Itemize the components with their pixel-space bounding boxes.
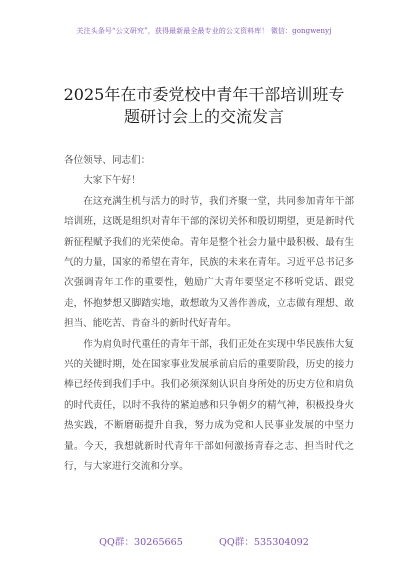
paragraph-1: 大家下午好！ (83, 175, 141, 187)
header-banner: 关注头条号“公文研究”，获得最新最全最专业的公文资料库！ 微信：gongwenyj (76, 27, 332, 35)
paragraph-2: 在这充满生机与活力的时节，我们齐聚一堂，共同参加青年干部培训班，这既是组织对青年干部的深切关怀和殷切期望，更是新时代新征程赋予我们的光荣使命。青年是整个社会力量中最积极、最有生气的力量，国家的希望在青年，民族的未来在青年。习近平总书记多次强调青年工作的重要性，勉励广大青年要坚定不移听党话、跟党走，怀抱梦想又脚踏实地，敢想敢为又善作善成，立志做有理想、敢担当、能吃苦、肯奋斗的新时代好青年。 (64, 195, 354, 330)
footer-qq-group-1: QQ群：30265665 (99, 537, 183, 548)
salutation: 各位领导、同志们： (64, 155, 151, 166)
paragraph-3: 作为肩负时代重任的青年干部，我们正处在实现中华民族伟大复兴的关键时期，处在国家事业发展承前启后的重要阶段，历史的接力棒已经传到我们手中。我们必须深刻认识自身所处的历史方位和肩负的时代责任，以时不我待的紧迫感和只争朝夕的精气神，积极投身火热实践，不断磨砺提升自我，努力成为党和人民事业发展的中坚力量。今天，我想就新时代青年干部如何激扬青春之志、担当时代之行，与大家进行交流和分享。 (64, 338, 354, 473)
document-title (40, 84, 368, 128)
document-body (64, 151, 354, 478)
title-line-2: 题研讨会上的交流发言 (123, 107, 284, 126)
footer-contacts (0, 534, 408, 548)
title-line-1: 2025年在市委党校中青年干部培训班专 (63, 85, 345, 104)
footer-qq-group-2: QQ群：535304092 (219, 537, 309, 548)
